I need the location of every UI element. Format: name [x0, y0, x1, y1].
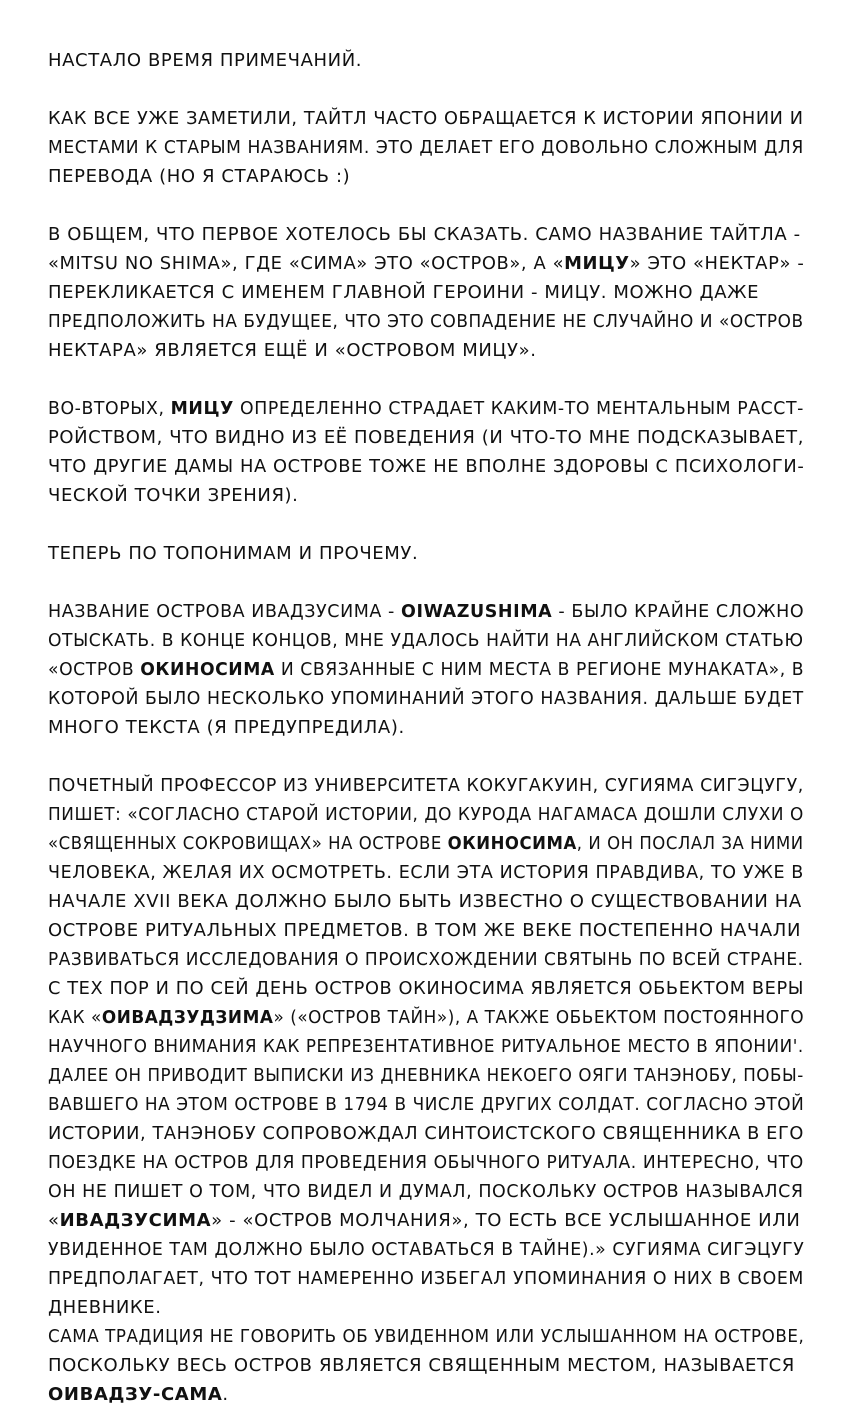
- text-line: [48, 1206, 804, 1235]
- text-line: [48, 162, 804, 191]
- text-segment: ПОСКОЛЬКУ ВЕСЬ ОСТРОВ ЯВЛЯЕТСЯ СВЯЩЕННЫМ МЕСТОМ, НАЗЫВАЕТСЯ: [48, 1355, 795, 1376]
- text-segment: ВАВШЕГО НА ЭТОМ ОСТРОВЕ В 1794 В ЧИСЛЕ ДРУГИХ СОЛДАТ. СОГЛАСНО ЭТОЙ: [48, 1094, 805, 1115]
- note-paragraph: [48, 220, 804, 365]
- text-segment: ПРЕДПОЛАГАЕТ, ЧТО ТОТ НАМЕРЕННО ИЗБЕГАЛ УПОМИНАНИЯ О НИХ В СВОЕМ: [48, 1268, 804, 1289]
- text-segment: «СВЯЩЕННЫХ СОКРОВИЩАХ» НА ОСТРОВЕ: [48, 833, 448, 854]
- text-line: [48, 1148, 804, 1177]
- text-line: [48, 220, 804, 249]
- text-segment: МНОГО ТЕКСТА (Я ПРЕДУПРЕДИЛА).: [48, 717, 405, 738]
- text-segment: ЧЕЛОВЕКА, ЖЕЛАЯ ИХ ОСМОТРЕТЬ. ЕСЛИ ЭТА ИСТОРИЯ ПРАВДИВА, ТО УЖЕ В: [48, 862, 804, 883]
- text-line: [48, 626, 804, 655]
- text-line: [48, 452, 805, 481]
- text-line: [48, 974, 805, 1003]
- emphasized-term: ОИВАДЗУ-САМА: [48, 1384, 223, 1405]
- text-line: [48, 336, 804, 365]
- text-line: [48, 1119, 804, 1148]
- note-paragraph: [48, 104, 804, 191]
- text-segment: НЕКТАРА» ЯВЛЯЕТСЯ ЕЩЁ И «ОСТРОВОМ МИЦУ».: [48, 340, 537, 361]
- emphasized-term: ОКИНОСИМА: [447, 833, 577, 854]
- text-segment: ТЕПЕРЬ ПО ТОПОНИМАМ И ПРОЧЕМУ.: [48, 543, 419, 564]
- text-segment: .: [222, 1384, 229, 1405]
- text-line: [48, 829, 804, 858]
- text-line: [48, 916, 804, 945]
- text-line: [48, 1380, 804, 1409]
- text-line: [48, 597, 805, 626]
- text-segment: ПЕРЕВОДА (НО Я СТАРАЮСЬ :): [48, 166, 351, 187]
- text-line: [48, 1032, 804, 1061]
- text-segment: С ТЕХ ПОР И ПО СЕЙ ДЕНЬ ОСТРОВ ОКИНОСИМА ЯВЛЯЕТСЯ ОБЬЕКТОМ ВЕРЫ: [48, 978, 805, 999]
- text-segment: КАК ВСЕ УЖЕ ЗАМЕТИЛИ, ТАЙТЛ ЧАСТО ОБРАЩАЕТСЯ К ИСТОРИИ ЯПОНИИ И: [48, 108, 804, 129]
- text-segment: - БЫЛО КРАЙНЕ СЛОЖНО: [552, 601, 805, 622]
- emphasized-term: МИЦУ: [170, 398, 234, 419]
- note-paragraph: [48, 771, 804, 1409]
- text-line: [48, 655, 805, 684]
- text-line: [48, 539, 804, 568]
- text-segment: ПОЧЕТНЫЙ ПРОФЕССОР ИЗ УНИВЕРСИТЕТА КОКУГАКУИН, СУГИЯМА СИГЭЦУГУ,: [48, 775, 804, 796]
- emphasized-term: OIWAZUSHIMA: [401, 601, 553, 622]
- note-paragraph: [48, 539, 804, 568]
- emphasized-term: МИЦУ: [564, 253, 630, 274]
- text-segment: ДАЛЕЕ ОН ПРИВОДИТ ВЫПИСКИ ИЗ ДНЕВНИКА НЕКОЕГО ОЯГИ ТАНЭНОБУ, ПОБЫ-: [48, 1065, 804, 1086]
- text-line: [48, 133, 804, 162]
- text-segment: ОН НЕ ПИШЕТ О ТОМ, ЧТО ВИДЕЛ И ДУМАЛ, ПОСКОЛЬКУ ОСТРОВ НАЗЫВАЛСЯ: [48, 1181, 804, 1202]
- text-line: [48, 771, 804, 800]
- text-segment: ПОЕЗДКЕ НА ОСТРОВ ДЛЯ ПРОВЕДЕНИЯ ОБЫЧНОГО РИТУАЛА. ИНТЕРЕСНО, ЧТО: [48, 1152, 804, 1173]
- text-segment: РОЙСТВОМ, ЧТО ВИДНО ИЗ ЕЁ ПОВЕДЕНИЯ (И ЧТО-ТО МНЕ ПОДСКАЗЫВАЕТ,: [48, 427, 805, 448]
- text-segment: «MITSU NO SHIMA», ГДЕ «СИМА» ЭТО «ОСТРОВ», А «: [48, 253, 565, 274]
- text-segment: НАУЧНОГО ВНИМАНИЯ КАК РЕПРЕЗЕНТАТИВНОЕ РИТУАЛЬНОЕ МЕСТО В ЯПОНИИ'.: [48, 1036, 804, 1057]
- text-segment: И СВЯЗАННЫЕ С НИМ МЕСТА В РЕГИОНЕ МУНАКАТА», В: [274, 659, 805, 680]
- emphasized-term: ОКИНОСИМА: [140, 659, 275, 680]
- text-line: [48, 394, 804, 423]
- text-segment: ПИШЕТ: «СОГЛАСНО СТАРОЙ ИСТОРИИ, ДО КУРОДА НАГАМАСА ДОШЛИ СЛУХИ О: [48, 804, 804, 825]
- text-segment: ДНЕВНИКЕ.: [48, 1297, 162, 1318]
- text-line: [48, 713, 804, 742]
- text-line: [48, 1061, 804, 1090]
- text-segment: ОПРЕДЕЛЕННО СТРАДАЕТ КАКИМ-ТО МЕНТАЛЬНЫМ РАССТ-: [233, 398, 804, 419]
- text-segment: КАК «: [48, 1007, 102, 1028]
- text-segment: » («ОСТРОВ ТАЙН»), А ТАКЖЕ ОБЬЕКТОМ ПОСТОЯННОГО: [273, 1007, 805, 1028]
- text-segment: ОСТРОВЕ РИТУАЛЬНЫХ ПРЕДМЕТОВ. В ТОМ ЖЕ ВЕКЕ ПОСТЕПЕННО НАЧАЛИ: [48, 920, 802, 941]
- text-line: [48, 1351, 804, 1380]
- text-line: [48, 1293, 804, 1322]
- text-line: [48, 423, 805, 452]
- text-line: [48, 684, 804, 713]
- text-line: [48, 278, 804, 307]
- text-segment: ЧТО ДРУГИЕ ДАМЫ НА ОСТРОВЕ ТОЖЕ НЕ ВПОЛНЕ ЗДОРОВЫ С ПСИХОЛОГИ-: [48, 456, 805, 477]
- text-segment: РАЗВИВАТЬСЯ ИССЛЕДОВАНИЯ О ПРОИСХОЖДЕНИИ СВЯТЫНЬ ПО ВСЕЙ СТРАНЕ.: [48, 949, 804, 970]
- text-segment: НАСТАЛО ВРЕМЯ ПРИМЕЧАНИЙ.: [48, 50, 363, 71]
- text-segment: ОТЫСКАТЬ. В КОНЦЕ КОНЦОВ, МНЕ УДАЛОСЬ НАЙТИ НА АНГЛИЙСКОМ СТАТЬЮ: [48, 630, 804, 651]
- text-segment: ЧЕСКОЙ ТОЧКИ ЗРЕНИЯ).: [48, 485, 299, 506]
- text-line: [48, 1264, 804, 1293]
- text-segment: УВИДЕННОЕ ТАМ ДОЛЖНО БЫЛО ОСТАВАТЬСЯ В ТАЙНЕ).» СУГИЯМА СИГЭЦУГУ: [48, 1239, 805, 1260]
- text-line: [48, 887, 804, 916]
- note-paragraph: [48, 394, 804, 510]
- text-segment: «ОСТРОВ: [48, 659, 141, 680]
- text-line: [48, 1235, 805, 1264]
- text-line: [48, 858, 804, 887]
- text-line: [48, 1003, 805, 1032]
- text-line: [48, 104, 804, 133]
- emphasized-term: ИВАДЗУСИМА: [59, 1210, 212, 1231]
- text-segment: КОТОРОЙ БЫЛО НЕСКОЛЬКО УПОМИНАНИЙ ЭТОГО НАЗВАНИЯ. ДАЛЬШЕ БУДЕТ: [48, 688, 804, 709]
- text-segment: ИСТОРИИ, ТАНЭНОБУ СОПРОВОЖДАЛ СИНТОИСТСКОГО СВЯЩЕННИКА В ЕГО: [48, 1123, 804, 1144]
- text-segment: САМА ТРАДИЦИЯ НЕ ГОВОРИТЬ ОБ УВИДЕННОМ ИЛИ УСЛЫШАННОМ НА ОСТРОВЕ,: [48, 1326, 805, 1347]
- text-segment: «: [48, 1210, 60, 1231]
- text-line: [48, 46, 804, 75]
- text-line: [48, 249, 805, 278]
- text-segment: В ОБЩЕМ, ЧТО ПЕРВОЕ ХОТЕЛОСЬ БЫ СКАЗАТЬ. САМО НАЗВАНИЕ ТАЙТЛА -: [48, 224, 801, 245]
- note-paragraph: [48, 46, 804, 75]
- text-line: [48, 481, 804, 510]
- text-segment: НАЗВАНИЕ ОСТРОВА ИВАДЗУСИМА -: [48, 601, 402, 622]
- text-line: [48, 1090, 805, 1119]
- text-segment: , И ОН ПОСЛАЛ ЗА НИМИ: [576, 833, 804, 854]
- text-line: [48, 945, 804, 974]
- text-line: [48, 1177, 804, 1206]
- text-segment: ВО-ВТОРЫХ,: [48, 398, 171, 419]
- text-segment: МЕСТАМИ К СТАРЫМ НАЗВАНИЯМ. ЭТО ДЕЛАЕТ ЕГО ДОВОЛЬНО СЛОЖНЫМ ДЛЯ: [48, 137, 804, 158]
- text-segment: НАЧАЛЕ XVII ВЕКА ДОЛЖНО БЫЛО БЫТЬ ИЗВЕСТНО О СУЩЕСТВОВАНИИ НА: [48, 891, 802, 912]
- text-segment: ПЕРЕКЛИКАЕТСЯ С ИМЕНЕМ ГЛАВНОЙ ГЕРОИНИ - МИЦУ. МОЖНО ДАЖЕ: [48, 282, 760, 303]
- text-segment: ПРЕДПОЛОЖИТЬ НА БУДУЩЕЕ, ЧТО ЭТО СОВПАДЕНИЕ НЕ СЛУЧАЙНО И «ОСТРОВ: [48, 311, 804, 332]
- text-line: [48, 307, 804, 336]
- emphasized-term: ОИВАДЗУДЗИМА: [101, 1007, 274, 1028]
- text-segment: » ЭТО «НЕКТАР» -: [629, 253, 805, 274]
- text-line: [48, 1322, 805, 1351]
- text-line: [48, 800, 804, 829]
- text-segment: » - «ОСТРОВ МОЛЧАНИЯ», ТО ЕСТЬ ВСЕ УСЛЫШАННОЕ ИЛИ: [211, 1210, 801, 1231]
- note-paragraph: [48, 597, 804, 742]
